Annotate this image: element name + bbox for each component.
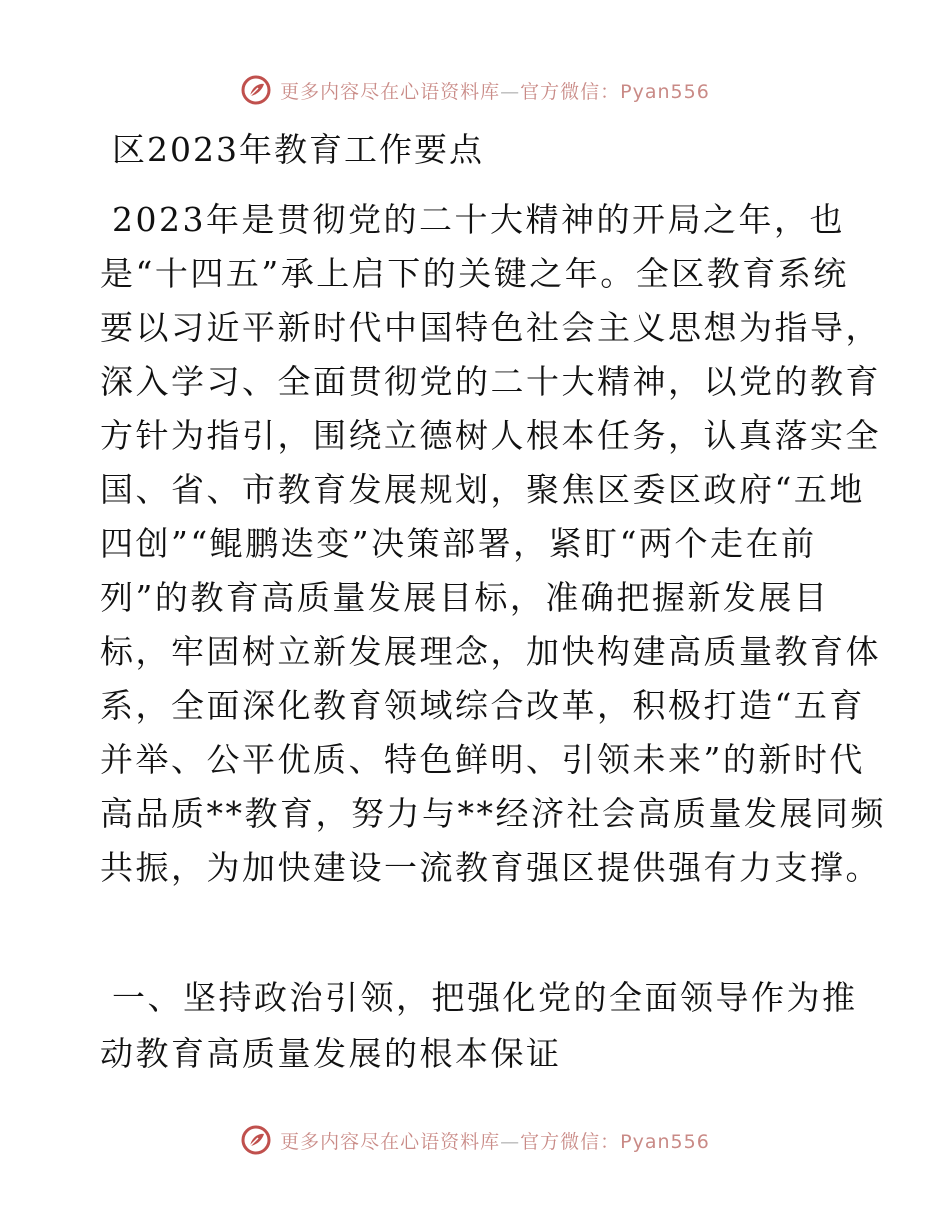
document-title: 区2023年教育工作要点	[112, 130, 484, 169]
paragraph-line: 并举、公平优质、特色鲜明、引领未来”的新时代	[100, 740, 865, 779]
paragraph-line: 深入学习、全面贯彻党的二十大精神，以党的教育	[100, 362, 881, 401]
paragraph-line: 方针为指引，围绕立德树人根本任务，认真落实全	[100, 416, 881, 455]
watermark-brand: 更多内容尽在心语资料库	[280, 1130, 501, 1153]
leaf-circle-logo-icon	[240, 1124, 272, 1156]
section-heading-1	[100, 970, 860, 1082]
paragraph-line: 国、省、市教育发展规划，聚焦区委区政府“五地	[100, 470, 865, 509]
watermark-contact: 官方微信：Pyan556	[520, 80, 710, 103]
paragraph-line: 标，牢固树立新发展理念，加快构建高质量教育体	[100, 632, 881, 671]
watermark-header	[0, 70, 950, 110]
watermark-brand: 更多内容尽在心语资料库	[280, 80, 501, 103]
watermark-separator: —	[500, 1130, 521, 1153]
intro-paragraph	[100, 193, 886, 895]
watermark-text	[280, 1127, 710, 1154]
paragraph-line: 系，全面深化教育领域综合改革，积极打造“五育	[100, 686, 865, 725]
paragraph-line: 是“十四五”承上启下的关键之年。全区教育系统	[100, 254, 849, 293]
paragraph-line: 列”的教育高质量发展目标，准确把握新发展目	[100, 578, 830, 617]
paragraph-line: 高品质**教育，努力与**经济社会高质量发展同频	[100, 794, 886, 833]
paragraph-line: 2023年是贯彻党的二十大精神的开局之年，也	[112, 200, 845, 239]
paragraph-line: 要以习近平新时代中国特色社会主义思想为指导，	[100, 308, 881, 347]
watermark-separator: —	[500, 80, 521, 103]
paragraph-line: 共振，为加快建设一流教育强区提供强有力支撑。	[100, 848, 881, 887]
watermark-text	[280, 77, 710, 104]
leaf-circle-logo-icon	[240, 74, 272, 106]
watermark-contact: 官方微信：Pyan556	[520, 1130, 710, 1153]
section-heading-line: 一、坚持政治引领，把强化党的全面领导作为推	[112, 978, 858, 1017]
section-heading-line: 动教育高质量发展的根本保证	[100, 1034, 562, 1073]
paragraph-line: 四创”“鲲鹏迭变”决策部署，紧盯“两个走在前	[100, 524, 817, 563]
watermark-footer	[0, 1120, 950, 1160]
